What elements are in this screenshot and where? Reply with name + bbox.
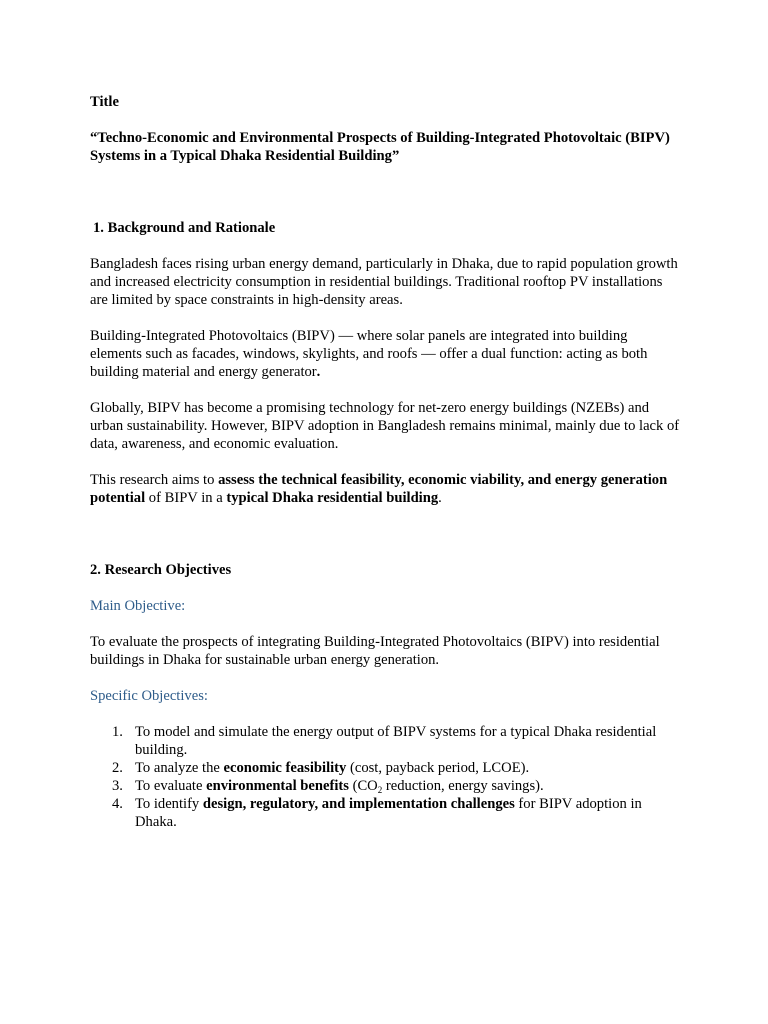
section-heading-background: 1. Background and Rationale <box>93 220 276 236</box>
list-item-emphasis: economic feasibility <box>223 760 347 776</box>
list-item-text: To identify <box>135 796 203 812</box>
aim-prefix: This research aims to <box>90 472 219 488</box>
list-item <box>90 759 680 777</box>
background-paragraph-2 <box>90 327 680 381</box>
background-paragraph-1: Bangladesh faces rising urban energy demand, particularly in Dhaka, due to rapid population growth and increased electricity consumption in residential buildings. Traditional rooftop PV installations are limited by space constraints in high-density areas. <box>90 256 678 308</box>
background-paragraph-4 <box>90 471 680 507</box>
specific-objectives-list <box>90 723 680 831</box>
list-item-text-end: for BIPV adoption in Dhaka. <box>135 796 642 830</box>
main-objective-label: Main Objective: <box>90 598 186 614</box>
list-item-text: To analyze the <box>135 760 224 776</box>
list-item-text: To evaluate <box>135 778 207 794</box>
main-objective-text: To evaluate the prospects of integrating Building-Integrated Photovoltaics (BIPV) into residential buildings in Dhaka for sustainable urban energy generation. <box>90 634 660 668</box>
list-item <box>90 777 680 795</box>
list-item <box>90 723 680 759</box>
aim-suffix: . <box>438 490 442 506</box>
list-item-text: To model and simulate the energy output of BIPV systems for a typical Dhaka residential building. <box>135 724 657 758</box>
list-item-number: 4. <box>112 796 123 812</box>
aim-middle: of BIPV in a <box>145 490 227 506</box>
aim-emphasis-2: typical Dhaka residential building <box>226 490 439 506</box>
list-item-number: 2. <box>112 760 123 776</box>
list-item-text-mid: (CO <box>348 778 378 794</box>
aim-emphasis-1: assess the technical feasibility, economic viability, and energy generation potential <box>90 472 668 506</box>
list-item-emphasis: design, regulatory, and implementation challenges <box>202 796 515 812</box>
subscript-two: 2 <box>377 785 383 795</box>
list-item-number: 1. <box>112 724 123 740</box>
list-item-emphasis: environmental benefits <box>206 778 349 794</box>
list-item-number: 3. <box>112 778 123 794</box>
background-paragraph-2-text: Building-Integrated Photovoltaics (BIPV) — where solar panels are integrated into building elements such as facades, windows, skylights, and roofs — offer a dual function: acting as both building material and energy generator <box>90 328 648 380</box>
background-paragraph-2-end: . <box>316 364 321 380</box>
section-heading-objectives: 2. Research Objectives <box>90 562 232 578</box>
document-title: “Techno-Economic and Environmental Prospects of Building-Integrated Photovoltaic (BIPV) Systems in a Typical Dhaka Residential Building” <box>90 130 670 164</box>
list-item <box>90 795 680 831</box>
list-item-text-end: (cost, payback period, LCOE). <box>346 760 530 776</box>
document-page <box>90 93 680 831</box>
title-label: Title <box>90 94 119 110</box>
background-paragraph-3: Globally, BIPV has become a promising technology for net-zero energy buildings (NZEBs) and urban sustainability. However, BIPV adoption in Bangladesh remains minimal, mainly due to lack of data, awareness, and economic evaluation. <box>90 400 680 452</box>
list-item-text-end: reduction, energy savings). <box>382 778 544 794</box>
specific-objectives-label: Specific Objectives: <box>90 688 208 704</box>
